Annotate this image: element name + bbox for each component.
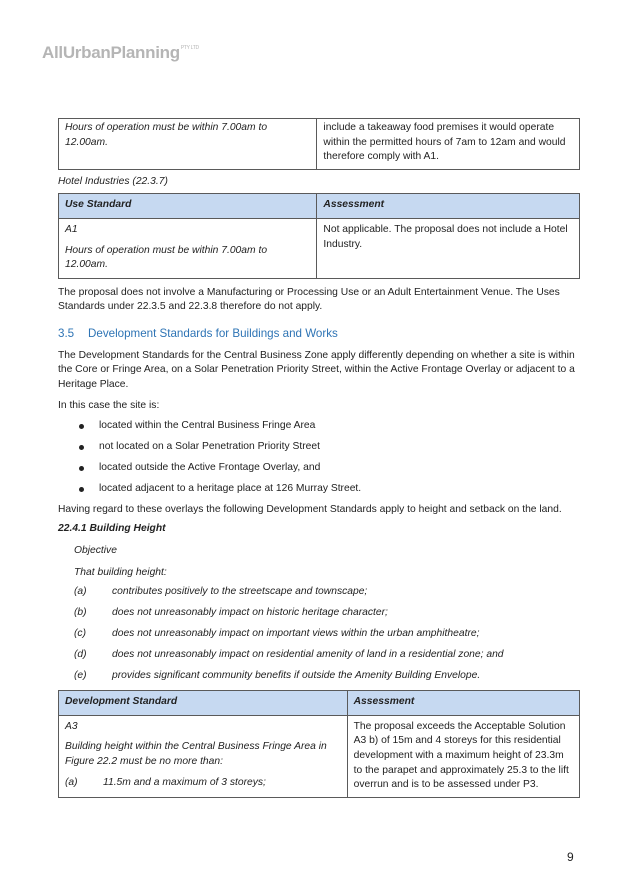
sub-item-text: 11.5m and a maximum of 3 storeys; [103,776,266,788]
standard-code: A3 [65,720,78,732]
table-row [59,119,580,170]
assessment-text: Not applicable. The proposal does not include a Hotel Industry. [323,223,568,250]
section-heading [58,327,580,342]
logo-trademark: PTY LTD [180,45,199,51]
list-item [58,482,580,497]
assessment-cell: include a takeaway food premises it would operate within the permitted hours of 7am to 12am and would therefore comply with A1. [317,119,580,170]
item-text: does not unreasonably impact on residential amenity of land in a residential zone; and [112,649,504,661]
item-text: contributes positively to the streetscape and townscape; [112,586,368,598]
hotel-industries-caption: Hotel Industries (22.3.7) [58,175,168,187]
column-header-assessment: Assessment [347,691,579,716]
list-item [58,585,580,600]
assessment-cell [347,715,579,797]
standard-sub-item [65,776,341,791]
list-item-text: located outside the Active Frontage Overlay, and [99,461,321,473]
item-letter: (d) [74,649,87,661]
development-standard-table [58,690,580,798]
item-letter: (c) [74,628,87,640]
standard-cell [59,715,348,797]
company-logo [42,43,198,63]
site-bullet-list [58,419,580,497]
page-number: 9 [567,850,574,864]
list-item-text: not located on a Solar Penetration Priority Street [99,440,320,452]
hours-continuation-table [58,118,580,170]
bullet-icon [79,487,84,492]
list-item [58,627,580,642]
bullet-icon [79,424,84,429]
item-letter: (a) [74,586,87,598]
standard-text: Hours of operation must be within 7.00am to 12.00am. [65,244,268,271]
item-text: does not unreasonably impact on important views within the urban amphitheatre; [112,628,480,640]
regard-paragraph: Having regard to these overlays the following Development Standards apply to height and setback on the land. [58,503,562,515]
item-text: provides significant community benefits if outside the Amenity Building Envelope. [112,670,481,682]
column-header-use-standard: Use Standard [59,194,317,219]
standard-text: Building height within the Central Business Fringe Area in Figure 22.2 must be no more than: [65,741,327,767]
list-item [58,440,580,455]
column-header-assessment: Assessment [317,194,580,219]
list-item [58,669,580,684]
building-height-heading: 22.4.1 Building Height [58,523,166,535]
hotel-industries-table [58,193,580,278]
objective-intro: That building height: [74,566,167,578]
standard-code: A1 [65,223,78,235]
table-row [59,218,580,278]
table-header-row [59,194,580,219]
sub-item-letter: (a) [65,776,78,788]
development-paragraph: The Development Standards for the Central Business Zone apply differently depending on whether a site is within the Core or Fringe Area, on a Solar Penetration Priority Street, within the Active Frontage Overlay or adjacent to a Heritage Place. [58,349,575,390]
list-item [58,648,580,663]
table-row [59,715,580,797]
objective-list [58,585,580,684]
standard-cell [59,218,317,278]
table-header-row [59,691,580,716]
site-intro: In this case the site is: [58,400,160,412]
item-text: does not unreasonably impact on historic heritage character; [112,607,388,619]
list-item [58,419,580,434]
bullet-icon [79,445,84,450]
standard-cell: Hours of operation must be within 7.00am to 12.00am. [59,119,317,170]
assessment-cell [317,218,580,278]
assessment-text: The proposal exceeds the Acceptable Solution A3 b) of 15m and 4 storeys for this residential development with a maximum height of 23.3m to the parapet and approximately 25.3 to the lift overrun and is to be assessed under P3. [353,720,569,791]
document-body [58,118,580,798]
column-header-development-standard: Development Standard [59,691,348,716]
bullet-icon [79,466,84,471]
list-item [58,606,580,621]
logo-text: AllUrbanPlanning [42,43,180,62]
section-number: 3.5 [58,326,75,340]
uses-paragraph: The proposal does not involve a Manufacturing or Processing Use or an Adult Entertainment Venue. The Uses Standards under 22.3.5 and 22.3.8 therefore do not apply. [58,286,560,313]
section-title: Development Standards for Buildings and Works [88,326,338,340]
item-letter: (b) [74,607,87,619]
list-item-text: located within the Central Business Fringe Area [99,419,316,431]
list-item-text: located adjacent to a heritage place at 126 Murray Street. [99,482,362,494]
objective-label: Objective [74,545,117,557]
item-letter: (e) [74,670,87,682]
list-item [58,461,580,476]
